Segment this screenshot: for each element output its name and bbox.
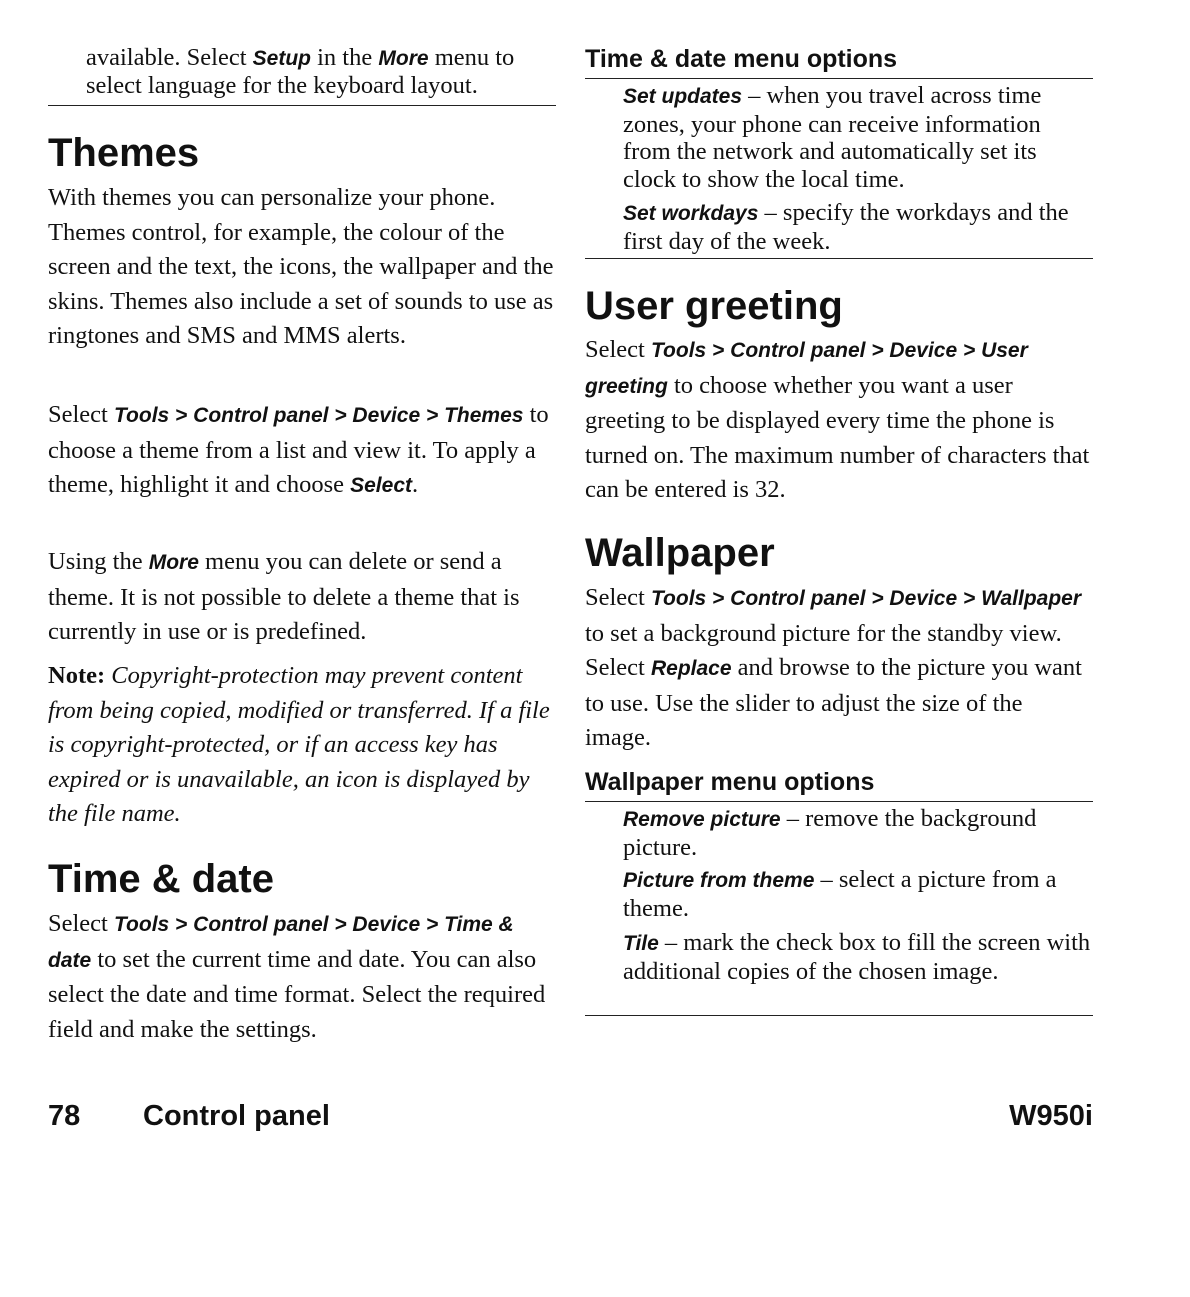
option-keyword: Set updates (623, 85, 743, 108)
replace-keyword: Replace (651, 657, 732, 680)
time-date-paragraph: Select Tools > Control panel > Device > Time & date to set the current time and date. You can also select the date and time format. Select the required field and make the settings. (48, 910, 546, 1043)
themes-paragraph-2: Select Tools > Control panel > Device > Themes to choose a theme from a list and view it. To apply a theme, highlight it and choose Select. (48, 401, 549, 498)
wallpaper-heading: Wallpaper (585, 531, 775, 575)
select-keyword: Select (350, 474, 412, 497)
page-number: 78 (48, 1100, 81, 1132)
section-title: Control panel (143, 1100, 330, 1132)
themes-heading: Themes (48, 131, 200, 175)
option-picture-from-theme: Picture from theme – select a picture from a theme. (623, 866, 1057, 922)
copyright-note (48, 659, 556, 832)
user-greeting-path-keyword: Tools > Control panel > Device > User greeting (585, 339, 1028, 398)
note-text: Copyright-protection may prevent content from being copied, modified or transferred. If a file is copyright-protected, or if an access key has expired or is unavailable, an icon is displayed by the file name. (48, 662, 550, 827)
wallpaper-options-heading: Wallpaper menu options (585, 768, 875, 796)
setup-keyword: Setup (252, 47, 311, 70)
time-date-heading: Time & date (48, 857, 274, 901)
option-tile: Tile – mark the check box to fill the screen with additional copies of the chosen image. (623, 929, 1091, 985)
option-keyword: Tile (623, 932, 659, 955)
divider (48, 105, 556, 106)
user-greeting-paragraph: Select Tools > Control panel > Device > User greeting to choose whether you want a user greeting to be displayed every time the phone is turned on. The maximum number of characters that can be entered is 32. (585, 336, 1090, 503)
time-date-options-heading: Time & date menu options (585, 45, 898, 73)
themes-path-keyword: Tools > Control panel > Device > Themes (114, 404, 524, 427)
more-menu-keyword: More (148, 551, 199, 574)
time-date-path-keyword: Tools > Control panel > Device > Time & date (48, 913, 514, 972)
option-keyword: Set workdays (623, 202, 759, 225)
divider (585, 1015, 1093, 1016)
intro-paragraph: available. Select Setup in the More menu to select language for the keyboard layout. (86, 44, 515, 99)
wallpaper-path-keyword: Tools > Control panel > Device > Wallpaper (651, 587, 1082, 610)
divider (585, 801, 1093, 802)
divider (585, 78, 1093, 79)
user-greeting-heading: User greeting (585, 284, 843, 328)
themes-paragraph-1: With themes you can personalize your phone. Themes control, for example, the colour of the screen and the text, the icons, the wallpaper and the skins. Themes also include a set of sounds to use as ringtones and SMS and MMS alerts. (48, 184, 554, 349)
model-name: W950i (1009, 1100, 1093, 1132)
themes-paragraph-3: Using the More menu you can delete or send a theme. It is not possible to delete a theme that is currently in use or is predefined. (48, 548, 520, 645)
note-label: Note: (48, 662, 106, 689)
option-keyword: Remove picture (623, 808, 781, 831)
option-set-updates: Set updates – when you travel across time zones, your phone can receive information from the network and automatically set its clock to show the local time. (623, 82, 1042, 193)
more-keyword: More (378, 47, 429, 70)
option-keyword: Picture from theme (623, 869, 815, 892)
divider (585, 258, 1093, 259)
option-remove-picture: Remove picture – remove the background picture. (623, 805, 1037, 861)
option-set-workdays: Set workdays – specify the workdays and the first day of the week. (623, 199, 1069, 255)
wallpaper-paragraph: Select Tools > Control panel > Device > Wallpaper to set a background picture for the standby view. Select Replace and browse to the picture you want to use. Use the slider to adjust the size of the image. (585, 584, 1082, 751)
